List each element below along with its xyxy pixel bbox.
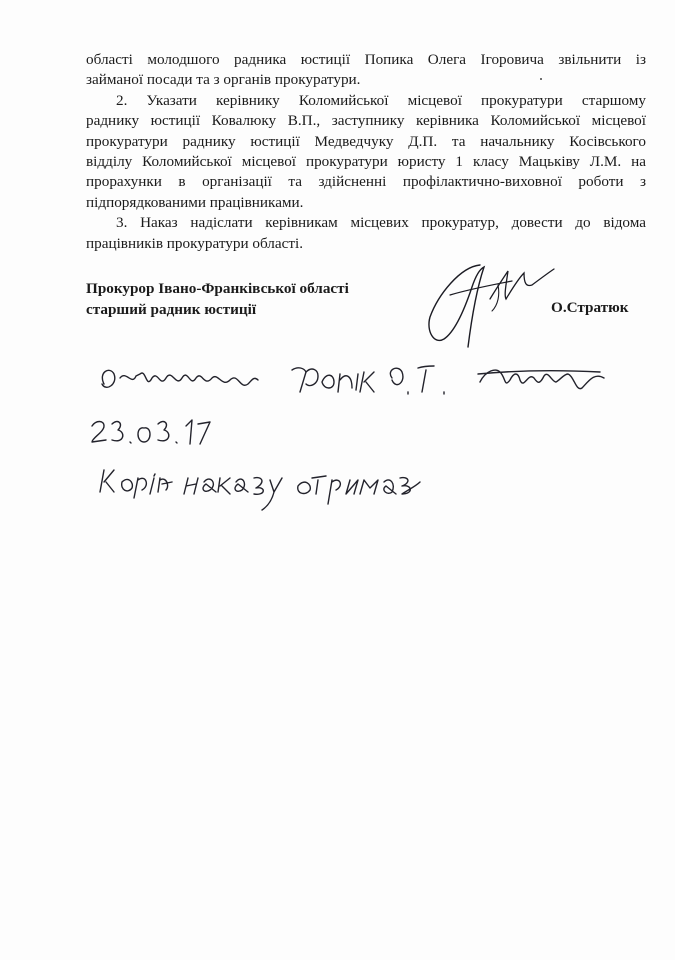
text-line: 2. Указати керівнику Коломийської місцевої прокуратури старшому <box>116 91 646 109</box>
text-line: раднику юстиції Ковалюку В.П., заступнику керівника Коломийської місцевої <box>86 112 646 130</box>
signatory-title-line-1: Прокурор Івано-Франківської області <box>86 280 349 297</box>
text-line: 3. Наказ надіслати керівникам місцевих прокуратур, довести до відома <box>116 214 646 232</box>
text-line: відділу Коломийської місцевої прокуратури юристу 1 класу Мацьківу Л.М. на <box>86 153 646 171</box>
text-line: області молодшого радника юстиції Попика Олега Ігоровича звільнити із <box>86 51 646 68</box>
text-line: прокуратури раднику юстиції Медведчуку Д.П. та начальнику Косівського <box>86 132 646 150</box>
text-line: працівників прокуратури області. <box>86 234 304 252</box>
text-line: займаної посади та з органів прокуратури. <box>86 71 361 89</box>
signatory-title-line-2: старший радник юстиції <box>86 301 257 318</box>
signatory-name: О.Стратюк <box>551 299 629 316</box>
text-line: підпорядкованими працівниками. <box>86 193 304 211</box>
text-line: прорахунки в організації та здійсненні профілактично-виховної роботи з <box>86 173 646 191</box>
